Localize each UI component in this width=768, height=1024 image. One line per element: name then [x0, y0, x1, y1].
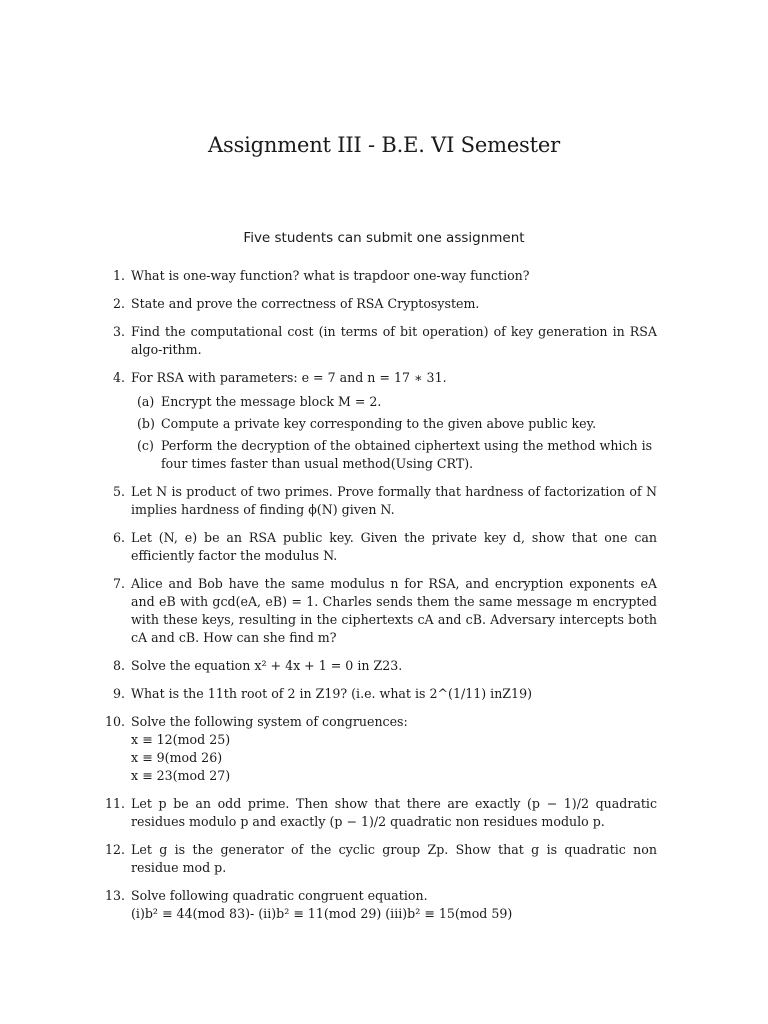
page-title: Assignment III - B.E. VI Semester: [208, 133, 560, 157]
question-text: Solve following quadratic congruent equation.: [131, 888, 428, 903]
question-number: 7.: [112, 576, 125, 591]
question-1: [112, 267, 657, 285]
sub-question-list: [137, 393, 657, 473]
question-text: For RSA with parameters: e = 7 and n = 17 ∗ 31.: [131, 370, 447, 385]
question-6: [112, 529, 657, 565]
question-8: [112, 657, 657, 675]
equation-line: (i)b² ≡ 44(mod 83)- (ii)b² ≡ 11(mod 29) (iii)b² ≡ 15(mod 59): [131, 906, 513, 921]
sub-question-c: [137, 437, 657, 473]
question-text: Solve the following system of congruences:: [131, 714, 408, 729]
question-number: 4.: [112, 370, 125, 385]
question-number: 6.: [112, 530, 125, 545]
question-text: Let p be an odd prime. Then show that there are exactly (p − 1)/2 quadratic residues modulo p and exactly (p − 1)/2 quadratic non residues modulo p.: [131, 796, 657, 829]
sub-question-label: (b): [137, 416, 155, 431]
subtitle: Five students can submit one assignment: [243, 230, 525, 246]
sub-question-text: Compute a private key corresponding to the given above public key.: [161, 416, 597, 431]
question-text: Let N is product of two primes. Prove formally that hardness of factorization of N implies hardness of finding ϕ(N) given N.: [131, 484, 657, 517]
question-5: [112, 483, 657, 519]
sub-question-b: [137, 415, 657, 433]
question-number: 12.: [104, 842, 125, 857]
question-12: [104, 841, 657, 877]
question-3: [112, 323, 657, 359]
congruence-line: x ≡ 23(mod 27): [131, 768, 231, 783]
question-text: What is the 11th root of 2 in Z19? (i.e. what is 2^(1/11) inZ19): [131, 686, 532, 701]
question-text: Alice and Bob have the same modulus n for RSA, and encryption exponents eA and eB with gcd(eA, eB) = 1. Charles sends them the same message m encrypted with these keys, resulting in the ciphertexts cA and cB. Adversary intercepts both cA and cB. How can she find m?: [131, 576, 657, 645]
sub-question-a: [137, 393, 657, 411]
question-11: [104, 795, 657, 831]
question-text: State and prove the correctness of RSA Cryptosystem.: [131, 296, 480, 311]
question-number: 3.: [112, 324, 125, 339]
question-number: 11.: [104, 796, 125, 811]
question-text: Find the computational cost (in terms of bit operation) of key generation in RSA algo-rithm.: [131, 324, 657, 357]
question-number: 1.: [112, 268, 125, 283]
question-10: [104, 713, 657, 785]
question-number: 8.: [112, 658, 125, 673]
question-number: 2.: [112, 296, 125, 311]
sub-question-text: Perform the decryption of the obtained ciphertext using the method which is four times faster than usual method(Using CRT).: [161, 438, 653, 471]
question-number: 9.: [112, 686, 125, 701]
question-13: [104, 887, 657, 923]
question-4: [112, 369, 657, 473]
question-number: 13.: [104, 888, 125, 903]
question-2: [112, 295, 657, 313]
question-text: What is one-way function? what is trapdoor one-way function?: [131, 268, 530, 283]
question-number: 5.: [112, 484, 125, 499]
sub-question-label: (a): [137, 394, 155, 409]
question-text: Solve the equation x² + 4x + 1 = 0 in Z23.: [131, 658, 403, 673]
sub-question-label: (c): [137, 438, 154, 453]
question-7: [112, 575, 657, 647]
congruence-line: x ≡ 12(mod 25): [131, 732, 231, 747]
question-text: Let (N, e) be an RSA public key. Given the private key d, show that one can efficiently factor the modulus N.: [131, 530, 657, 563]
question-list: [104, 267, 657, 923]
question-text: Let g is the generator of the cyclic group Zp. Show that g is quadratic non residue mod p.: [131, 842, 657, 875]
sub-question-text: Encrypt the message block M = 2.: [161, 394, 382, 409]
question-number: 10.: [104, 714, 125, 729]
congruence-line: x ≡ 9(mod 26): [131, 750, 223, 765]
question-9: [112, 685, 657, 703]
